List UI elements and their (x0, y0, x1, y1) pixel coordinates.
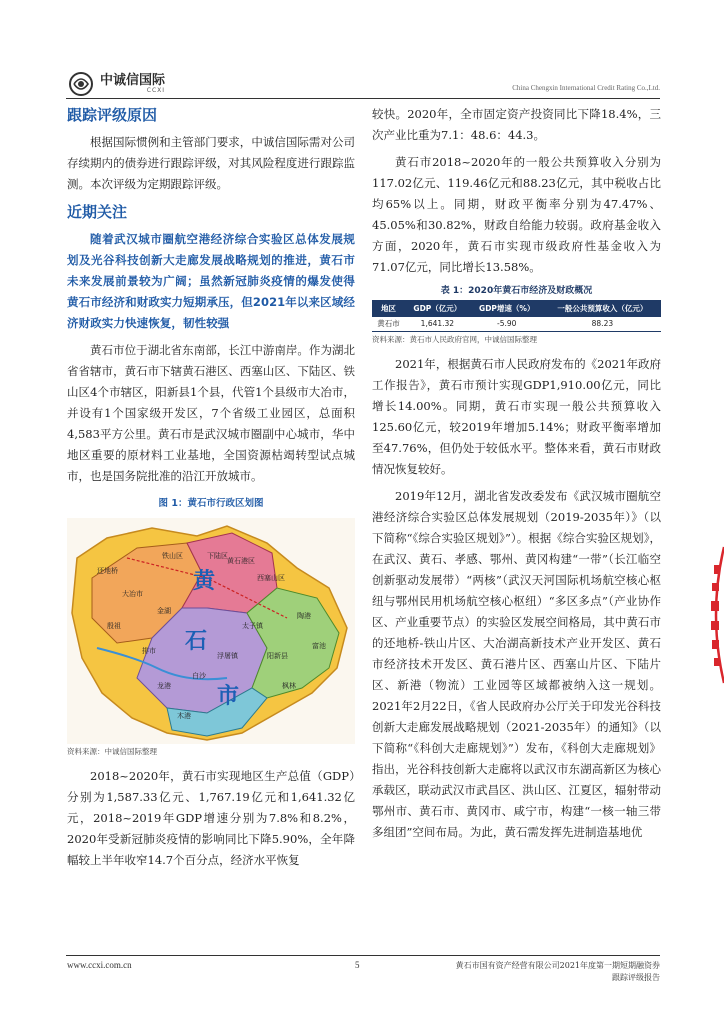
map-label: 金湖 (157, 607, 171, 615)
map-label: 浮屠镇 (217, 652, 238, 660)
section-title-recent-focus: 近期关注 (67, 203, 128, 221)
map-label: 西塞山区 (257, 574, 285, 582)
map-label: 阳新县 (267, 652, 288, 660)
table-cell: 88.23 (544, 317, 661, 332)
map-label: 殷祖 (107, 622, 121, 630)
page-number: 5 (355, 960, 360, 970)
paragraph-gdp: 2018~2020年，黄石市实现地区生产总值（GDP）分别为1,587.33亿元、1,767.19亿元和1,641.32亿元，2018~2019年GDP增速分别为7.8%和8.2%，2020年受新冠肺炎疫情的影响同比下降5.90%，全年降幅较上半年收窄14.7个百分点，经济水平恢复 (67, 769, 355, 867)
map-label: 陶港 (297, 612, 311, 620)
paragraph-continued: 较快。2020年，全市固定资产投资同比下降18.4%，三次产业比重为7.1：48.6：44.3。 (372, 107, 661, 142)
table-cell: 黄石市 (372, 317, 405, 332)
administrative-map (67, 518, 355, 744)
map-label: 木港 (177, 712, 191, 720)
ccxi-logo-icon (66, 70, 96, 98)
footer-website-link[interactable]: www.ccxi.com.cn (67, 960, 132, 970)
company-logo (66, 68, 165, 100)
table-cell: -5.90 (470, 317, 544, 332)
seal-stamp-icon (706, 545, 724, 685)
figure-source: 资料来源：中诚信国际整理 (67, 747, 157, 756)
map-graphic (67, 518, 355, 744)
map-label: 枫林 (282, 682, 296, 690)
map-label-big-3: 市 (217, 684, 240, 709)
right-column (372, 104, 661, 849)
map-label: 龙港 (157, 682, 171, 690)
figure-caption: 图 1：黄石市行政区划图 (158, 498, 264, 509)
paragraph-location: 黄石市位于湖北省东南部，长江中游南岸。作为湖北省省辖市，黄石市下辖黄石港区、西塞山区、下陆区、铁山区4个市辖区，阳新县1个县，代管1个县级市大冶市，并设有1个国家级开发区，7个省级工业园区，总面积4,583平方公里。黄石市是武汉城市圈副中心城市，华中地区重要的原材料工业基地，全国资源枯竭转型试点城市，也是国务院批准的沿江开放城市。 (67, 343, 355, 483)
table-header-cell: GDP（亿元） (405, 300, 470, 317)
map-label: 还地桥 (97, 567, 118, 575)
logo-subtext: CCXI (146, 87, 166, 94)
economy-table (372, 300, 661, 332)
map-label-big-1: 黄 (193, 569, 216, 594)
table-header-row (372, 300, 661, 317)
footer-divider (66, 955, 660, 956)
paragraph-plan: 2019年12月，湖北省发改委发布《武汉城市圈航空港经济综合实验区总体发展规划（2019-2035年）》（以下简称“《综合实验区规划》”）。根据《综合实验区规划》，在武汉、黄石、孝感、鄂州、黄冈构建“一带”（长江临空创新驱动发展带）“两核”（武汉天河国际机场航空核心枢纽与鄂州民用机场航空核心枢纽）“多区多点”（产业协作区、产业重要节点）的实验区发展空间格局，其中黄石市的还地桥-铁山片区、大冶湖高新技术产业开发区、黄石市经济技术开发区、黄石港片区、西塞山片区、下陆片区、新港（物流）工业园等区域都被纳入这一规划。2021年2月22日，《省人民政府办公厅关于印发光谷科技创新大走廊发展战略规划（2021-2035年）的通知》（以下简称“《科创大走廊规划》”）发布，《科创大走廊规划》指出，光谷科技创新大走廊将以武汉市东湖高新区为核心承载区，联动武汉市武昌区、洪山区、江夏区，辐射带动鄂州市、黄石市、黄冈市、咸宁市，构建“一核一轴三带多组团”空间布局。为此，黄石需发挥先进制造基地优 (372, 489, 661, 839)
paragraph-budget: 黄石市2018~2020年的一般公共预算收入分别为117.02亿元、119.46亿元和88.23亿元，其中税收占比均65%以上。同期，财政平衡率分别为47.47%、45.05%和30.82%，财政自给能力较弱。政府基金收入方面，2020年，黄石市实现市级政府性基金收入为71.07亿元，同比增长13.58%。 (372, 155, 661, 274)
map-label: 白沙 (192, 672, 206, 680)
table-header-cell: 地区 (372, 300, 405, 317)
footer-report-line: 黄石市国有资产经营有限公司2021年度第一期短期融资券 (455, 961, 660, 970)
map-label: 大冶市 (122, 590, 143, 598)
paragraph-2021: 2021年，根据黄石市人民政府发布的《2021年政府工作报告》，黄石市预计实现GDP1,910.00亿元，同比增长14.00%。同期，黄石市实现一般公共预算收入125.60亿元，较2019年增加5.14%；财政平衡率增加至47.76%，但仍处于较低水平。整体来看，黄石市财政情况恢复较好。 (372, 357, 661, 476)
map-label: 富池 (312, 642, 326, 650)
footer-report-title (420, 960, 660, 984)
map-label: 铁山区 (162, 552, 183, 560)
table-cell: 1,641.32 (405, 317, 470, 332)
map-label: 黄石港区 (227, 557, 255, 565)
company-english-name: China Chengxin International Credit Rating Co.,Ltd. (512, 84, 660, 92)
header-divider (66, 98, 660, 99)
map-label: 太子镇 (242, 622, 263, 630)
left-column (67, 104, 355, 877)
page-header (66, 68, 660, 106)
table-header-cell: 一般公共预算收入（亿元） (544, 300, 661, 317)
section-title-rating-reason: 跟踪评级原因 (67, 106, 158, 124)
table-source: 资料来源：黄石市人民政府官网，中诚信国际整理 (372, 335, 537, 344)
table-caption: 表 1：2020年黄石市经济及财政概况 (440, 286, 593, 296)
paragraph-rating-reason: 根据国际惯例和主管部门要求，中诚信国际需对公司存续期内的债券进行跟踪评级，对其风险程度进行跟踪监测。本次评级为定期跟踪评级。 (67, 135, 355, 191)
table-row (372, 317, 661, 332)
table-header-cell: GDP增速（%） (470, 300, 544, 317)
map-label: 下陆区 (207, 552, 228, 560)
map-label: 排市 (142, 647, 156, 655)
logo-text: 中诚信国际 (100, 73, 166, 88)
highlight-summary: 随着武汉城市圈航空港经济综合实验区总体发展规划及光谷科技创新大走廊发展战略规划的推进，黄石市未来发展前景较为广阔；虽然新冠肺炎疫情的爆发使得黄石市经济和财政实力短期承压，但2021年以来区域经济财政实力快速恢复，韧性较强 (67, 232, 355, 330)
map-label-big-2: 石 (185, 629, 208, 654)
footer-report-line: 跟踪评级报告 (612, 973, 660, 982)
